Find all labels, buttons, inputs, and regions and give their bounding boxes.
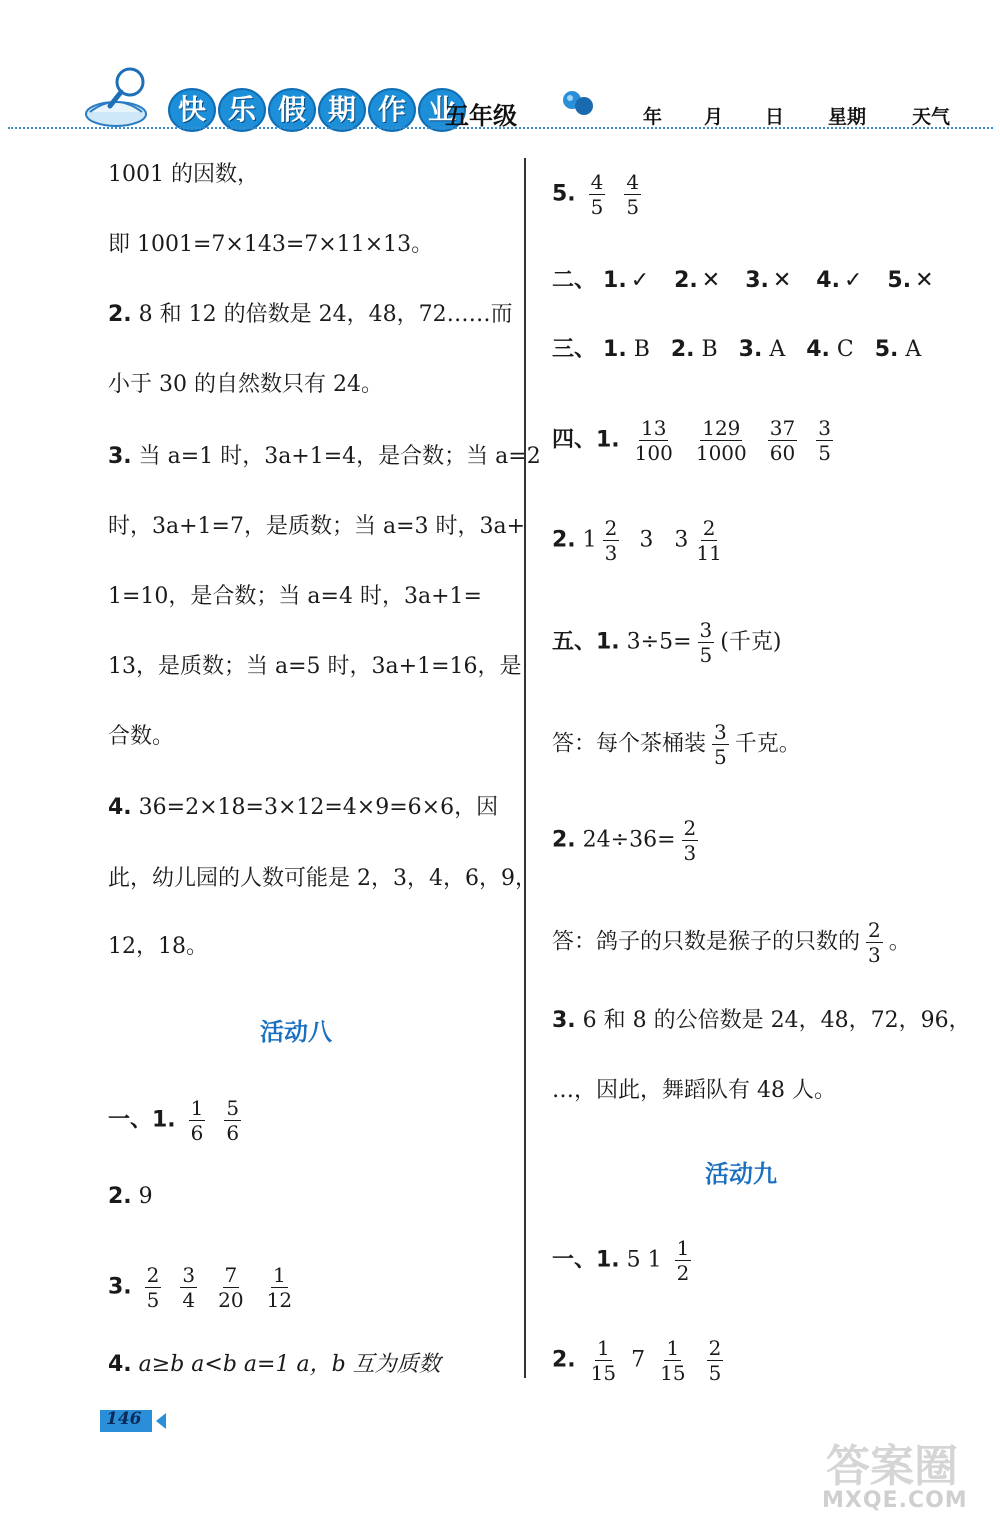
section-title-activity-8: 活动八: [260, 1018, 332, 1046]
fraction: $\frac{3}{5}$: [714, 720, 727, 769]
question-number: 3.: [738, 337, 763, 362]
question-number: 一、1.: [108, 1107, 176, 1133]
fraction: $\frac{2}{3}$: [604, 516, 618, 565]
answer-text: 当 a=1 时，3a+1=4，是合数；当 a=2: [131, 444, 541, 469]
fraction: $\frac{3}{5}$: [818, 416, 831, 465]
title-char: 期: [318, 88, 366, 132]
fraction: $\frac{13}{100}$: [634, 416, 673, 465]
answer-text: 24÷36=: [575, 827, 676, 853]
section-title-activity-9: 活动九: [705, 1160, 777, 1188]
cross-mark-icon: ✕: [772, 268, 792, 293]
answer-line: [108, 1182, 153, 1212]
grade-label: 五年级: [445, 102, 517, 130]
answer-line: [552, 172, 647, 217]
question-number: 2.: [552, 1347, 576, 1373]
question-number: 5.: [887, 268, 912, 293]
date-weather-label: 天气: [912, 106, 951, 128]
answer-line: [552, 818, 704, 863]
fraction: $\frac{129}{1000}$: [695, 416, 747, 465]
question-number: 2.: [108, 1184, 132, 1209]
question-number: 五、1.: [552, 629, 620, 655]
answer-line: [552, 335, 921, 365]
answer-text: 答：鸽子的只数是猴子的只数的: [552, 929, 861, 955]
answer-choice: A: [905, 337, 922, 362]
answer-choice: B: [701, 337, 718, 362]
balls-icon: [560, 88, 596, 118]
fraction: $\frac{4}{5}$: [590, 170, 604, 219]
question-number: 3.: [552, 1008, 576, 1033]
section-label: 二、: [552, 268, 597, 293]
mixed-number-whole: 1: [582, 527, 597, 553]
fraction: $\frac{4}{5}$: [626, 170, 640, 219]
question-number: 2.: [670, 337, 695, 362]
answer-line: 13，是质数；当 a=5 时，3a+1=16，是: [108, 654, 522, 679]
answer-line: [552, 1238, 697, 1283]
answer-text: 答：每个茶桶装: [552, 731, 707, 757]
question-number: 4.: [806, 337, 830, 362]
fraction: $\frac{7}{20}$: [218, 1263, 244, 1312]
date-day-label: 日: [765, 106, 785, 128]
answer-text: 36=2×18=3×12=4×9=6×6，因: [131, 795, 499, 820]
fraction: $\frac{37}{60}$: [769, 416, 796, 465]
watermark-logo: 答案圈: [826, 1441, 958, 1492]
question-number: 2.: [108, 302, 132, 327]
answer-line: 1001 的因数，: [108, 162, 259, 187]
page-header: [0, 0, 1000, 140]
header-divider: [8, 127, 993, 129]
title-char: 作: [368, 88, 416, 132]
question-number: 4.: [108, 1352, 132, 1377]
answer-line: [108, 793, 498, 823]
question-number: 一、1.: [552, 1247, 620, 1273]
answer-line: [552, 518, 730, 563]
answer-text: 。: [888, 929, 911, 955]
fraction: $\frac{3}{5}$: [699, 618, 713, 667]
fraction: $\frac{1}{2}$: [676, 1236, 690, 1285]
unit-text: (千克): [720, 629, 782, 655]
question-number: 1.: [603, 268, 627, 293]
check-mark-icon: ✓: [630, 268, 650, 293]
answer-line: [108, 1265, 300, 1310]
question-number: 5.: [874, 337, 899, 362]
cross-mark-icon: ✕: [701, 268, 721, 293]
question-number: 4.: [816, 268, 840, 293]
answer-line: [108, 1350, 441, 1380]
answer-line: 小于 30 的自然数只有 24。: [108, 372, 383, 397]
answer-line: [108, 300, 513, 330]
title-char: 乐: [218, 88, 266, 132]
cross-mark-icon: ✕: [915, 268, 934, 293]
answer-choice: B: [633, 337, 650, 362]
title-char: 假: [268, 88, 316, 132]
answer-text: 6 和 8 的公倍数是 24，48，72，96，: [575, 1008, 971, 1033]
question-number: 2.: [552, 527, 576, 553]
fraction: $\frac{1}{15}$: [660, 1336, 686, 1385]
answer-line: [108, 442, 541, 472]
section-label: 三、: [552, 337, 597, 362]
fraction: $\frac{5}{6}$: [226, 1096, 240, 1145]
answer-line: [108, 1098, 247, 1143]
question-number: 4.: [108, 795, 132, 820]
answer-line: [552, 620, 781, 665]
check-mark-icon: ✓: [843, 268, 863, 293]
answer-text: 5 1: [619, 1247, 662, 1273]
fraction: $\frac{2}{11}$: [696, 516, 722, 565]
fraction: $\frac{1}{15}$: [590, 1336, 617, 1385]
answer-choice: C: [836, 337, 854, 362]
question-number: 四、1.: [552, 427, 620, 453]
question-number: 3.: [108, 444, 132, 469]
question-number: 1.: [603, 337, 627, 362]
fraction: $\frac{3}{4}$: [182, 1263, 196, 1312]
answer-choice: A: [769, 337, 786, 362]
answer-line: [552, 1338, 729, 1383]
question-number: 2.: [552, 827, 576, 853]
answer-line: 1=10，是合数；当 a=4 时，3a+1=: [108, 584, 482, 609]
answer-line: 12，18。: [108, 934, 208, 959]
answer-line: 即 1001=7×143=7×11×13。: [108, 232, 434, 257]
answer-text: 8 和 12 的倍数是 24，48，72……而: [131, 302, 513, 327]
fraction: $\frac{2}{5}$: [146, 1263, 160, 1312]
title-char: 业: [418, 88, 466, 132]
fraction: $\frac{2}{5}$: [708, 1336, 722, 1385]
column-divider: [524, 158, 526, 1378]
answer-text: 千克。: [734, 731, 801, 757]
watermark: [822, 1430, 992, 1515]
book-title: [168, 88, 466, 132]
date-year-label: 年: [643, 106, 663, 128]
answer-line: [552, 418, 839, 463]
title-char: 快: [168, 88, 216, 132]
answer-line: [552, 722, 801, 767]
answer-line: 时，3a+1=7，是质数；当 a=3 时，3a+: [108, 514, 526, 539]
fraction: $\frac{1}{12}$: [266, 1263, 293, 1312]
answer-line: …，因此，舞蹈队有 48 人。: [552, 1078, 836, 1103]
question-number: 5.: [552, 181, 576, 207]
answer-text: 3÷5=: [619, 629, 692, 655]
answer-text: a≥b a<b a=1 a，b 互为质数: [131, 1352, 441, 1377]
question-number: 2.: [674, 268, 698, 293]
fraction: $\frac{2}{3}$: [683, 816, 697, 865]
fraction: $\frac{2}{3}$: [868, 918, 881, 967]
answer-text: 9: [131, 1184, 153, 1209]
fraction: $\frac{1}{6}$: [190, 1096, 204, 1145]
answer-text: 7: [631, 1347, 646, 1373]
question-number: 3.: [745, 268, 769, 293]
answer-line: [552, 266, 938, 296]
answer-line: 此，幼儿园的人数可能是 2，3，4，6，9，: [108, 866, 537, 891]
date-weekday-label: 星期: [828, 106, 867, 128]
watermark-url: MXQE.COM: [822, 1488, 968, 1513]
page-number: 146: [106, 1409, 142, 1429]
mixed-number-whole: 3: [674, 527, 689, 553]
answer-line: [552, 920, 911, 965]
answer-line: 合数。: [108, 724, 175, 749]
magnifier-book-icon: [78, 62, 160, 132]
question-number: 3.: [108, 1274, 132, 1300]
date-month-label: 月: [704, 106, 724, 128]
answer-line: [552, 1006, 971, 1036]
answer-text: 3: [639, 527, 654, 553]
